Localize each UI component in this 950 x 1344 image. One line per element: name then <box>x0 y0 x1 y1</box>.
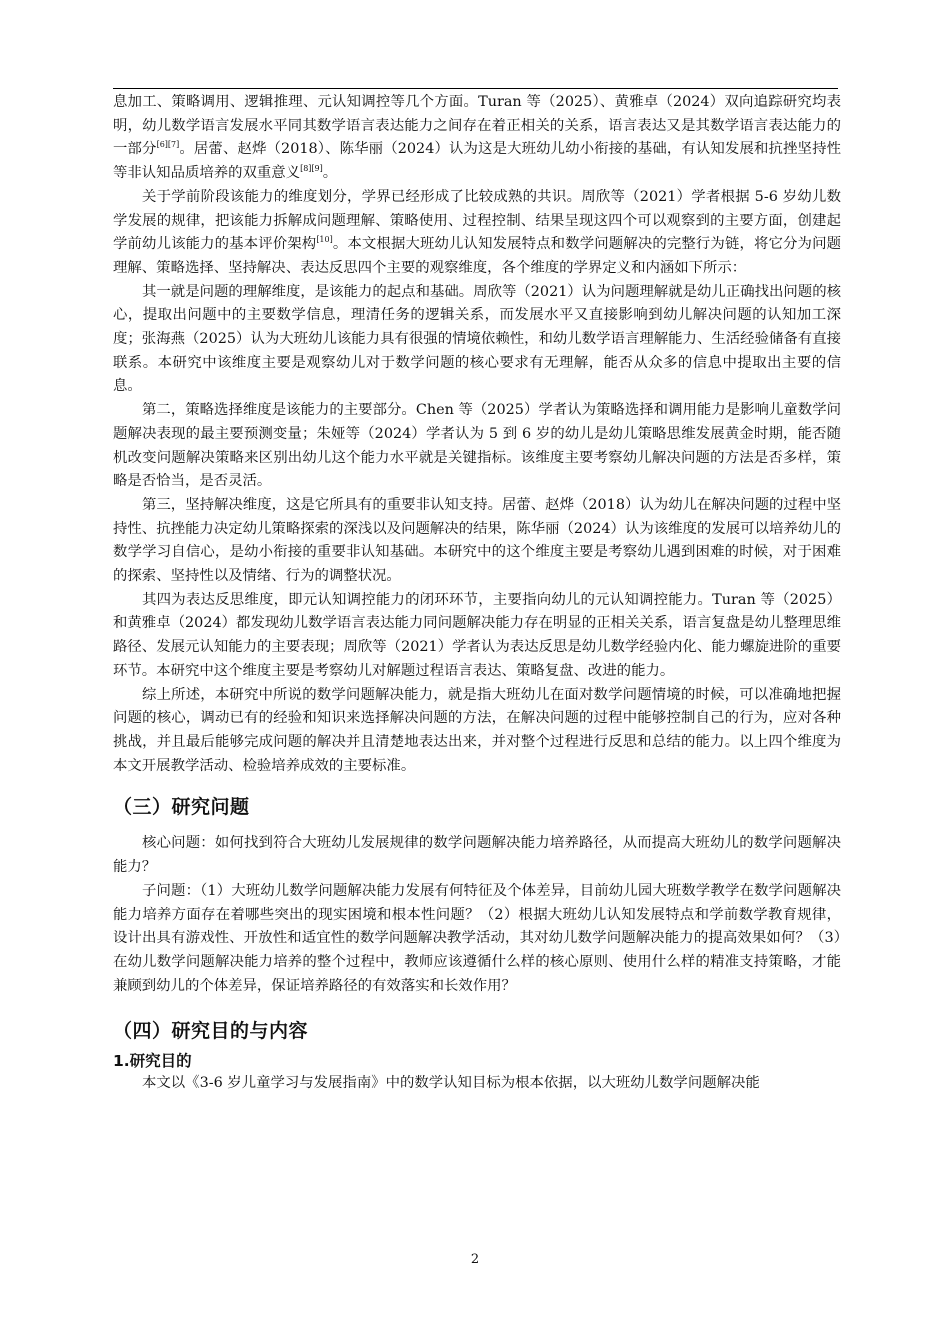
paragraph-dimension-3: 第三，坚持解决维度，这是它所具有的重要非认知支持。居蕾、赵烨（2018）认为幼儿在解决问题的过程中坚持性、抗挫能力决定幼儿策略探索的深浅以及问题解决的结果，陈华丽（2024）认为该维度的发展可以培养幼儿的数学学习自信心，是幼小衔接的重要非认知基础。本研究中的这个维度主要是考察幼儿遇到困难的时候，对于困难的探索、坚持性以及情绪、行为的调整状况。 <box>113 496 841 585</box>
paragraph-core-question: 核心问题：如何找到符合大班幼儿发展规律的数学问题解决能力培养路径，从而提高大班幼儿的数学问题解决能力？ <box>113 835 841 876</box>
paragraph-text: 。本文根据大班幼儿认知发展特点和数学问题解决的完整行为链，将它分为问题理解、策略选择、坚持解决、表达反思四个主要的观察维度，各个维度的学界定义和内涵如下所示： <box>113 236 841 276</box>
paragraph-text: 。 <box>322 165 338 182</box>
paragraph-purpose: 本文以《3-6 岁儿童学习与发展指南》中的数学认知目标为根本依据，以大班幼儿数学问题解决能 <box>142 1075 760 1092</box>
paragraph-continuation <box>113 91 841 186</box>
section-heading-purpose-content: （四）研究目的与内容 <box>113 1020 309 1043</box>
header-rule <box>113 88 838 89</box>
subsection-heading-purpose: 1.研究目的 <box>113 1052 192 1071</box>
citation-marker: [8][9] <box>300 164 323 174</box>
page-number: 2 <box>470 1252 480 1267</box>
paragraph-text: 关于学前阶段该能力的维度划分，学界已经形成了比较成熟的共识。周欣等（2021）学者根据 5-6 岁幼儿数学发展的规律，把该能力拆解成问题理解、策略使用、过程控制、结果呈现这四个可以观察到的主要方面，创建起学前幼儿该能力的基本评价架构 <box>113 188 841 253</box>
paragraph-text: 。居蕾、赵烨（2018）、陈华丽（2024）认为这是大班幼儿幼小衔接的基础，有认知发展和抗挫坚持性等非认知品质培养的双重意义 <box>113 141 841 182</box>
page-body <box>113 91 841 1096</box>
paragraph-dimension-4: 其四为表达反思维度，即元认知调控能力的闭环环节，主要指向幼儿的元认知调控能力。Turan 等（2025）和黄雅卓（2024）都发现幼儿数学语言表达能力同问题解决能力存在明显的正相关关系，语言复盘是幼儿整理思维路径、发展元认知能力的主要表现；周欣等（2021）学者认为表达反思是幼儿数学经验内化、能力螺旋进阶的重要环节。本研究中这个维度主要是考察幼儿对解题过程语言表达、策略复盘、改进的能力。 <box>113 591 841 679</box>
paragraph-text: 息加工、策略调用、逻辑推理、元认知调控等几个方面。Turan 等（2025）、黄雅卓（2024）双向追踪研究均表明，幼儿数学语言发展水平同其数学语言表达能力之间存在着正相关的关系，语言表达又是其数学语言表达能力的一部分 <box>113 94 841 158</box>
section-heading-research-questions: （三）研究问题 <box>113 796 250 819</box>
paragraph-sub-questions: 子问题：（1）大班幼儿数学问题解决能力发展有何特征及个体差异，目前幼儿园大班数学教学在数学问题解决能力培养方面存在着哪些突出的现实困境和根本性问题？（2）根据大班幼儿认知发展特点和学前数学教育规律，设计出具有游戏性、开放性和适宜性的数学问题解决教学活动，其对幼儿数学问题解决能力的提高效果如何？（3）在幼儿数学问题解决能力培养的整个过程中，教师应该遵循什么样的核心原则、使用什么样的精准支持策略，才能兼顾到幼儿的个体差异，保证培养路径的有效落实和长效作用？ <box>113 882 841 994</box>
citation-marker: [6][7] <box>156 140 180 150</box>
paragraph-dimension-overview <box>113 186 841 281</box>
paragraph-dimension-1: 其一就是问题的理解维度，是该能力的起点和基础。周欣等（2021）认为问题理解就是幼儿正确找出问题的核心，提取出问题中的主要数学信息，理清任务的逻辑关系，而发展水平又直接影响到幼儿解决问题的认知加工深度；张海燕（2025）认为大班幼儿该能力具有很强的情境依赖性，和幼儿数学语言理解能力、生活经验储备有直接联系。本研究中该维度主要是观察幼儿对于数学问题的核心要求有无理解，能否从众多的信息中提取出主要的信息。 <box>113 283 841 395</box>
paragraph-dimension-2: 第二，策略选择维度是该能力的主要部分。Chen 等（2025）学者认为策略选择和调用能力是影响儿童数学问题解决表现的最主要预测变量；朱娅等（2024）学者认为 5 到 6 岁的幼儿是幼儿策略思维发展黄金时期，能否随机改变问题解决策略来区别出幼儿这个能力水平就是关键指标。该维度主要考察幼儿解决问题的方法是否多样，策略是否恰当，是否灵活。 <box>113 402 841 490</box>
paragraph-summary: 综上所述，本研究中所说的数学问题解决能力，就是指大班幼儿在面对数学问题情境的时候，可以准确地把握问题的核心，调动已有的经验和知识来选择解决问题的方法，在解决问题的过程中能够控制自己的行为，应对各种挑战，并且最后能够完成问题的解决并且清楚地表达出来，并对整个过程进行反思和总结的能力。以上四个维度为本文开展教学活动、检验培养成效的主要标准。 <box>113 686 841 774</box>
citation-marker: [10] <box>316 235 333 245</box>
